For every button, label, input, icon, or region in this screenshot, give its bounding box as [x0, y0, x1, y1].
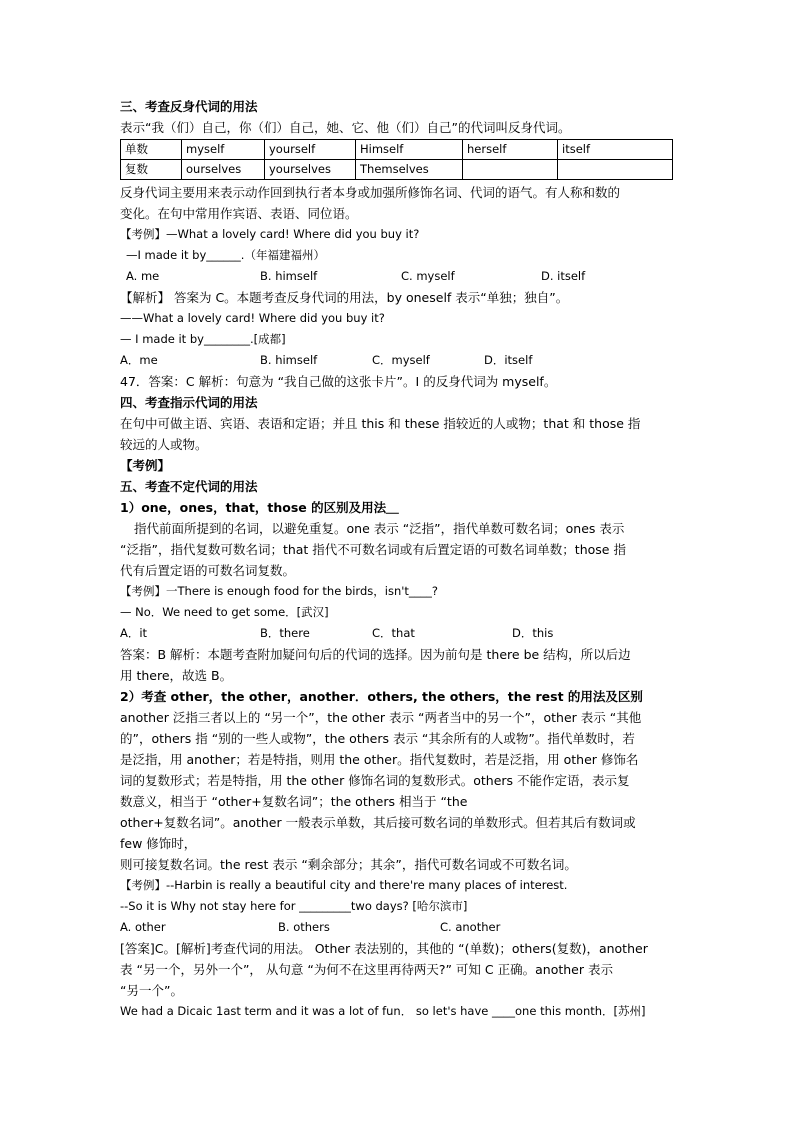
- option: A. me: [126, 269, 160, 283]
- paragraph-line: other+复数名词”。another 一般表示单数，其后接可数名词的单数形式。但若其后有数词或: [120, 815, 636, 830]
- option: C. myself: [401, 269, 455, 283]
- example-options: [120, 266, 676, 287]
- section-3-intro: 表示“我（们）自己，你（们）自己，她、它、他（们）自己”的代词叫反身代词。: [120, 120, 571, 135]
- paragraph-line: 是泛指，用 another；若是特指，则用 the other。指代复数时，若是泛指，用 other 修饰名: [120, 752, 639, 767]
- example-label: 【考例】: [120, 458, 171, 473]
- table-row: [121, 160, 673, 180]
- option: B. others: [278, 920, 330, 934]
- option: A．me: [120, 353, 158, 367]
- paragraph-line: 词的复数形式；若是特指，用 the other 修饰名词的复数形式。others 不能作定语，表示复: [120, 773, 630, 788]
- option: B. himself: [260, 353, 318, 367]
- example-options: [120, 623, 676, 644]
- paragraph-line: another 泛指三者以上的 “另一个”，the other 表示 “两者当中的另一个”，other 表示 “其他: [120, 710, 642, 725]
- option: B．there: [260, 626, 310, 640]
- option: B. himself: [260, 269, 318, 283]
- option: D．itself: [484, 353, 533, 367]
- paragraph-line: 数意义，相当于 “other+复数名词”；the others 相当于 “the: [120, 794, 468, 809]
- example-answer: 答案：B 解析：本题考查附加疑问句后的代词的选择。因为前句是 there be 结构，所以后边: [120, 647, 631, 662]
- document-page: [120, 96, 676, 1022]
- option: A．it: [120, 626, 148, 640]
- section-3-heading: 三、考查反身代词的用法: [120, 99, 258, 114]
- example-question: — No．We need to get some．[武汉]: [120, 605, 329, 619]
- reflexive-pronoun-table: [120, 139, 673, 180]
- table-cell: ourselves: [182, 160, 265, 180]
- section-3-desc: 反身代词主要用来表示动作回到执行者本身或加强所修饰名词、代词的语气。有人称和数的: [120, 185, 621, 200]
- example-question: --So it is Why not stay here for _________two days? [哈尔滨市]: [120, 899, 468, 913]
- paragraph-line: few 修饰时，: [120, 836, 197, 851]
- paragraph-line: 的”，others 指 “别的一些人或物”，the others 表示 “其余所有的人或物”。指代单数时，若: [120, 731, 635, 746]
- paragraph-line: 则可接复数名词。the rest 表示 “剩余部分；其余”，指代可数名词或不可数名词。: [120, 857, 577, 872]
- section-5-heading: 五、考查不定代词的用法: [120, 479, 258, 494]
- table-cell: Themselves: [356, 160, 463, 180]
- paragraph-line: 指代前面所提到的名词，以避免重复。one 表示 “泛指”，指代单数可数名词；ones 表示: [134, 521, 625, 536]
- example-options: [120, 917, 676, 938]
- section-4-desc: 较远的人或物。: [120, 437, 208, 452]
- table-cell: itself: [558, 140, 673, 160]
- example-question: We had a Dicaic 1ast term and it was a lot of fun． so let's have ____one this month．[苏州]: [120, 1004, 646, 1018]
- example-question: — I made it by________.[成都]: [120, 332, 286, 346]
- example-question: 【考例】--Harbin is really a beautiful city and there're many places of interest.: [120, 878, 568, 892]
- paragraph-line: 代有后置定语的可数名词复数。: [120, 563, 296, 578]
- table-cell: Himself: [356, 140, 463, 160]
- example-question: ——What a lovely card! Where did you buy it?: [120, 311, 385, 325]
- paragraph-line: “泛指”，指代复数可数名词；that 指代不可数名词或有后置定语的可数名词单数；those 指: [120, 542, 626, 557]
- example-question: —I made it by______.（年福建福州）: [126, 248, 325, 262]
- option: D．this: [512, 626, 554, 640]
- example-answer: 47．答案：C 解析：句意为 “我自己做的这张卡片”。I 的反身代词为 myself。: [120, 374, 557, 389]
- option: C．that: [372, 626, 415, 640]
- table-cell: 单数: [121, 140, 182, 160]
- example-answer: “另一个”。: [120, 983, 183, 998]
- table-row: [121, 140, 673, 160]
- subsection-heading: 2）考查 other，the other，another．others, the others，the rest 的用法及区别: [120, 689, 643, 704]
- section-4-desc: 在句中可做主语、宾语、表语和定语；并且 this 和 these 指较近的人或物；that 和 those 指: [120, 416, 641, 431]
- example-answer: 【解析】 答案为 C。本题考查反身代词的用法，by oneself 表示“单独；独自”。: [120, 290, 569, 305]
- option: C．myself: [372, 353, 430, 367]
- subsection-heading: 1）one，ones，that，those 的区别及用法＿: [120, 500, 399, 515]
- section-4-heading: 四、考查指示代词的用法: [120, 395, 258, 410]
- table-cell: 复数: [121, 160, 182, 180]
- example-answer: [答案]C。[解析]考查代词的用法。 Other 表法别的，其他的 “(单数)；others(复数)，another: [120, 941, 648, 956]
- option: C. another: [440, 920, 501, 934]
- example-answer: 用 there，故选 B。: [120, 668, 233, 683]
- table-cell: [558, 160, 673, 180]
- table-cell: yourself: [265, 140, 356, 160]
- table-cell: myself: [182, 140, 265, 160]
- section-3-desc: 变化。在句中常用作宾语、表语、同位语。: [120, 206, 358, 221]
- table-cell: herself: [463, 140, 558, 160]
- table-cell: [463, 160, 558, 180]
- option: A. other: [120, 920, 166, 934]
- example-question: 【考例】一There is enough food for the birds，isn't____?: [120, 584, 439, 598]
- table-cell: yourselves: [265, 160, 356, 180]
- example-answer: 表 “另一个，另外一个”， 从句意 “为何不在这里再待两天?” 可知 C 正确。another 表示: [120, 962, 613, 977]
- example-question: 【考例】—What a lovely card! Where did you buy it?: [120, 227, 420, 241]
- example-options: [120, 350, 676, 371]
- option: D. itself: [541, 269, 586, 283]
